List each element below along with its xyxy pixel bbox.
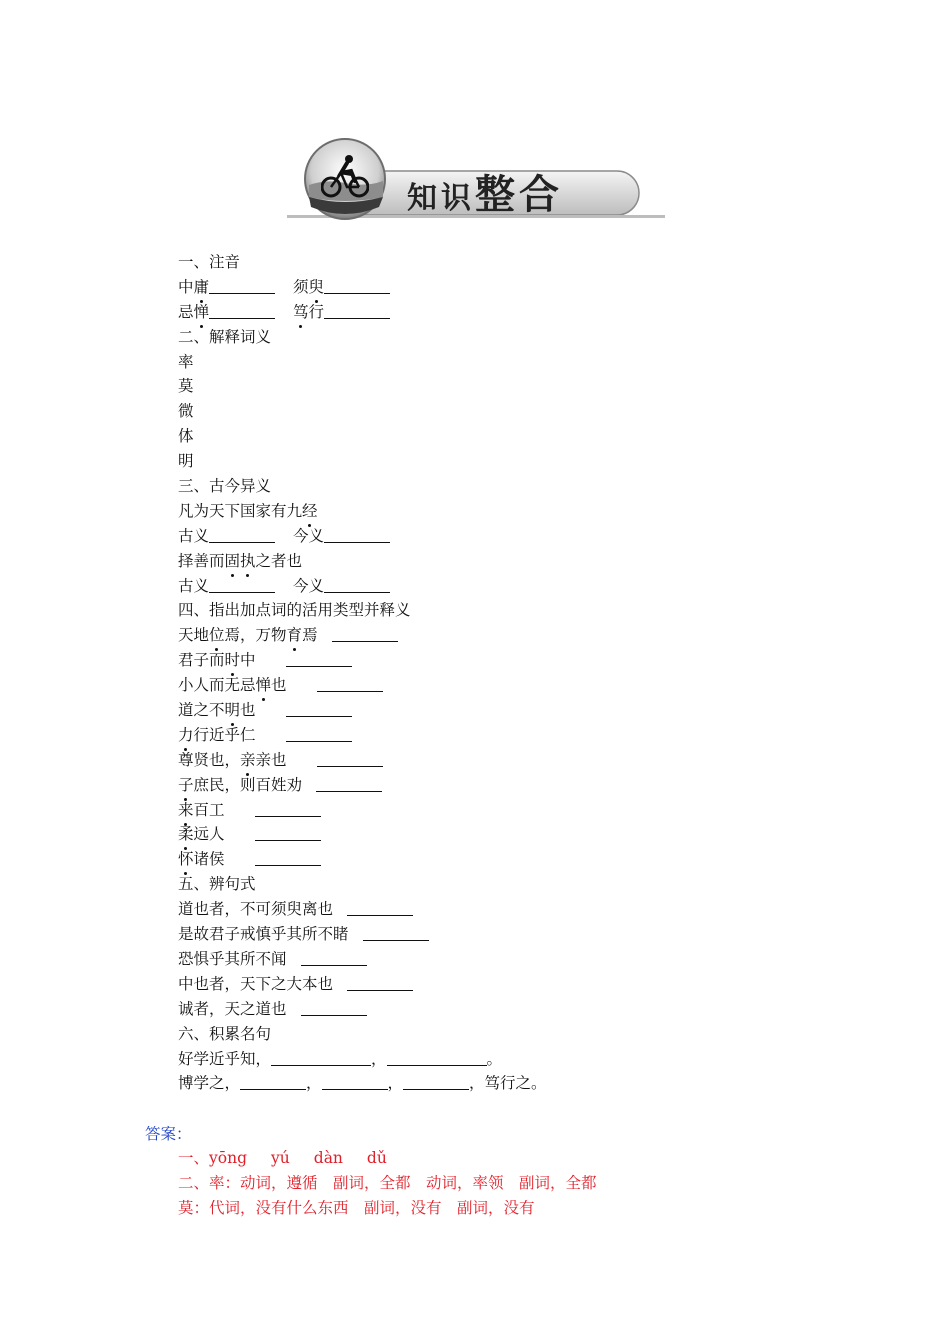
list-item: 微 <box>178 402 194 421</box>
word: 中庸 <box>178 278 209 296</box>
list-item: 莫 <box>178 377 194 396</box>
section-banner <box>287 135 665 223</box>
answer-blank[interactable] <box>255 800 321 817</box>
word: 须臾 <box>293 278 324 296</box>
answer-line: 莫：代词，没有什么东西 副词，没有 副词，没有 <box>178 1198 535 1217</box>
pinyin-row <box>178 275 778 300</box>
word: 忌惮 <box>178 303 209 321</box>
answer-blank[interactable] <box>209 576 275 593</box>
section-heading: 五、辨句式 <box>178 875 256 894</box>
answer-blank[interactable] <box>363 924 429 941</box>
answer-blank[interactable] <box>301 949 367 966</box>
meaning-row: 古义 今义 <box>178 574 778 599</box>
sentence: 来百工 <box>178 798 778 823</box>
answer-blank[interactable] <box>324 302 390 319</box>
answer-line: 二、率：动词，遵循 副词，全都 动词，率领 副词，全都 <box>178 1173 597 1192</box>
sentence: 小人而无忌惮也 <box>178 673 778 698</box>
section-heading: 六、积累名句 <box>178 1024 272 1043</box>
sentence: 力行近乎仁 <box>178 723 778 748</box>
answer-line: 一、yōng yú dàn dǔ <box>178 1149 387 1167</box>
answer-blank[interactable] <box>332 625 398 642</box>
answer-blank[interactable] <box>240 1073 306 1090</box>
exercise-content <box>178 250 778 1096</box>
sentence: 是故君子戒慎乎其所不睹 <box>178 922 778 947</box>
pinyin-row <box>178 300 778 325</box>
answer-blank[interactable] <box>255 824 321 841</box>
sentence: 恐惧乎其所不闻 <box>178 947 778 972</box>
sentence: 择善而固执之者也 <box>178 549 778 574</box>
section-heading: 四、指出加点词的活用类型并释义 <box>178 601 411 620</box>
answer-blank[interactable] <box>317 750 383 767</box>
sentence: 子庶民，则百姓劝 <box>178 773 778 798</box>
cyclist-icon <box>321 153 369 199</box>
sentence: 道也者，不可须臾离也 <box>178 897 778 922</box>
list-item: 体 <box>178 427 194 446</box>
section-heading: 一、注音 <box>178 253 241 271</box>
sentence: 道之不明也 <box>178 698 778 723</box>
answers-section <box>178 1146 597 1221</box>
answer-blank[interactable] <box>301 999 367 1016</box>
sentence: 尊贤也，亲亲也 <box>178 748 778 773</box>
answers-label: 答案： <box>145 1125 192 1143</box>
sentence: 柔远人 <box>178 822 778 847</box>
answer-blank[interactable] <box>286 725 352 742</box>
list-item: 率 <box>178 352 194 371</box>
answer-blank[interactable] <box>347 974 413 991</box>
sentence: 君子而时中 <box>178 648 778 673</box>
list-item: 明 <box>178 452 194 471</box>
answer-blank[interactable] <box>324 526 390 543</box>
answer-blank[interactable] <box>387 1049 487 1066</box>
answer-blank[interactable] <box>286 650 352 667</box>
answer-blank[interactable] <box>324 277 390 294</box>
answer-blank[interactable] <box>209 302 275 319</box>
answer-blank[interactable] <box>347 899 413 916</box>
sentence: 怀诸侯 <box>178 847 778 872</box>
quote-row: 好学近乎知， ， 。 <box>178 1049 503 1068</box>
answer-blank[interactable] <box>403 1073 469 1090</box>
sentence: 中也者，天下之大本也 <box>178 972 778 997</box>
answer-blank[interactable] <box>209 277 275 294</box>
answer-blank[interactable] <box>317 675 383 692</box>
section-heading: 二、解释词义 <box>178 327 272 346</box>
quote-row: 博学之， ， ， ，笃行之。 <box>178 1074 547 1093</box>
sentence: 天地位焉，万物育焉 <box>178 623 778 648</box>
answer-blank[interactable] <box>271 1049 371 1066</box>
sentence: 诚者，天之道也 <box>178 997 778 1022</box>
answer-blank[interactable] <box>209 526 275 543</box>
answer-blank[interactable] <box>316 775 382 792</box>
answer-blank[interactable] <box>324 576 390 593</box>
meaning-row: 古义 今义 <box>178 524 778 549</box>
answer-blank[interactable] <box>322 1073 388 1090</box>
answer-blank[interactable] <box>286 700 352 717</box>
banner-title: 知识整合 <box>407 171 563 218</box>
answer-blank[interactable] <box>255 849 321 866</box>
word: 笃行 <box>293 303 324 321</box>
sentence: 凡为天下国家有九经 <box>178 499 778 524</box>
section-heading: 三、古今异义 <box>178 477 272 496</box>
